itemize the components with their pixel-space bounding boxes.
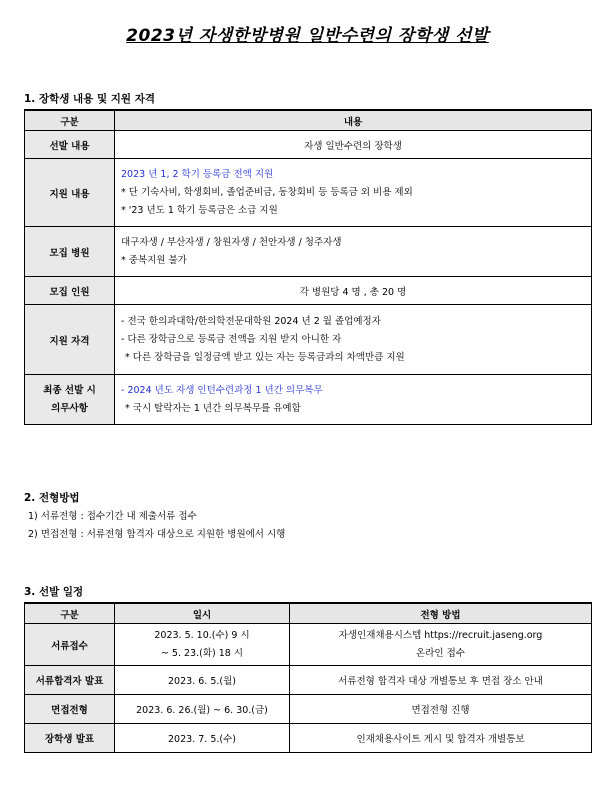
final-result-date: 2023. 7. 5.(수) [115, 724, 290, 753]
application-method [290, 624, 592, 666]
support-content [115, 159, 592, 227]
row-label-selection: 선발 내용 [25, 131, 115, 159]
hospitals-line-2: * 중복지원 불가 [121, 254, 187, 266]
selection-content: 자생 일반수련의 장학생 [115, 131, 592, 159]
support-line-2: * 단 기숙사비, 학생회비, 졸업준비금, 동창회비 등 등록금 외 비용 제외 [121, 186, 413, 198]
qualification-table [24, 109, 592, 425]
obligation-label-1: 최종 선발 시 [43, 384, 96, 396]
row-label-final-result: 장학생 발표 [25, 724, 115, 753]
row-label-application: 서류접수 [25, 624, 115, 666]
table-row [25, 277, 592, 305]
table-row [25, 227, 592, 277]
table-row [25, 666, 592, 695]
support-line-3: * '23 년도 1 학기 등록금은 소급 지원 [121, 204, 278, 216]
obligation-line-1: - 2024 년도 자생 인턴수련과정 1 년간 의무복무 [121, 384, 323, 396]
table-row [25, 624, 592, 666]
row-label-obligation [25, 375, 115, 425]
document-result-method: 서류전형 합격자 대상 개별통보 후 면접 장소 안내 [290, 666, 592, 695]
application-method-2: 온라인 접수 [416, 647, 465, 659]
list-item: 1) 서류전형 : 접수기간 내 제출서류 접수 [28, 511, 197, 522]
schedule-table [24, 602, 592, 753]
table-row [25, 159, 592, 227]
col-header-category: 구분 [25, 603, 115, 624]
section3-heading: 3. 선발 일정 [24, 586, 84, 598]
obligation-line-2: * 국시 탈락자는 1 년간 의무복무를 유예함 [125, 402, 301, 414]
col-header-date: 일시 [115, 603, 290, 624]
hospitals-content [115, 227, 592, 277]
col-header-method: 전형 방법 [290, 603, 592, 624]
table-row [25, 724, 592, 753]
document-result-date: 2023. 6. 5.(월) [115, 666, 290, 695]
interview-date: 2023. 6. 26.(월) ~ 6. 30.(금) [115, 695, 290, 724]
screening-method-list [28, 508, 285, 544]
qualification-line-1: - 전국 한의과대학/한의학전문대학원 2024 년 2 월 졸업예정자 [121, 315, 381, 327]
table-row [25, 695, 592, 724]
row-label-qualification: 지원 자격 [25, 305, 115, 375]
qualification-line-2: - 다른 장학금으로 등록금 전액을 지원 받지 아니한 자 [121, 333, 342, 345]
table-row [25, 375, 592, 425]
obligation-content [115, 375, 592, 425]
application-date [115, 624, 290, 666]
row-label-interview: 면접전형 [25, 695, 115, 724]
row-label-document-result: 서류합격자 발표 [25, 666, 115, 695]
qualification-content [115, 305, 592, 375]
hospitals-line-1: 대구자생 / 부산자생 / 창원자생 / 천안자생 / 청주자생 [121, 236, 342, 248]
section2-heading: 2. 전형방법 [24, 492, 80, 504]
final-result-method: 인재채용사이트 게시 및 합격자 개별통보 [290, 724, 592, 753]
list-item: 2) 면접전형 : 서류전형 합격자 대상으로 지원한 병원에서 시행 [28, 529, 286, 540]
section1-heading: 1. 장학생 내용 및 지원 자격 [24, 93, 156, 105]
headcount-content: 각 병원당 4 명 , 총 20 명 [115, 277, 592, 305]
row-label-hospitals: 모집 병원 [25, 227, 115, 277]
document-title: 2023년 자생한방병원 일반수련의 장학생 선발 [126, 26, 489, 46]
row-label-support: 지원 내용 [25, 159, 115, 227]
application-date-1: 2023. 5. 10.(수) 9 시 [154, 629, 250, 641]
table-row [25, 305, 592, 375]
obligation-label-2: 의무사항 [51, 402, 88, 414]
col-header-category: 구분 [25, 110, 115, 131]
row-label-headcount: 모집 인원 [25, 277, 115, 305]
application-date-2: ~ 5. 23.(화) 18 시 [160, 647, 244, 659]
interview-method: 면접전형 진행 [290, 695, 592, 724]
table-row [25, 131, 592, 159]
col-header-content: 내용 [115, 110, 592, 131]
qualification-line-3: * 다른 장학금을 일정금액 받고 있는 자는 등록금과의 차액만큼 지원 [125, 351, 405, 363]
table-header-row [25, 603, 592, 624]
support-line-1: 2023 년 1, 2 학기 등록금 전액 지원 [121, 168, 274, 180]
application-method-1: 자생인재채용시스템 https://recruit.jaseng.org [338, 629, 543, 641]
table-header-row [25, 110, 592, 131]
